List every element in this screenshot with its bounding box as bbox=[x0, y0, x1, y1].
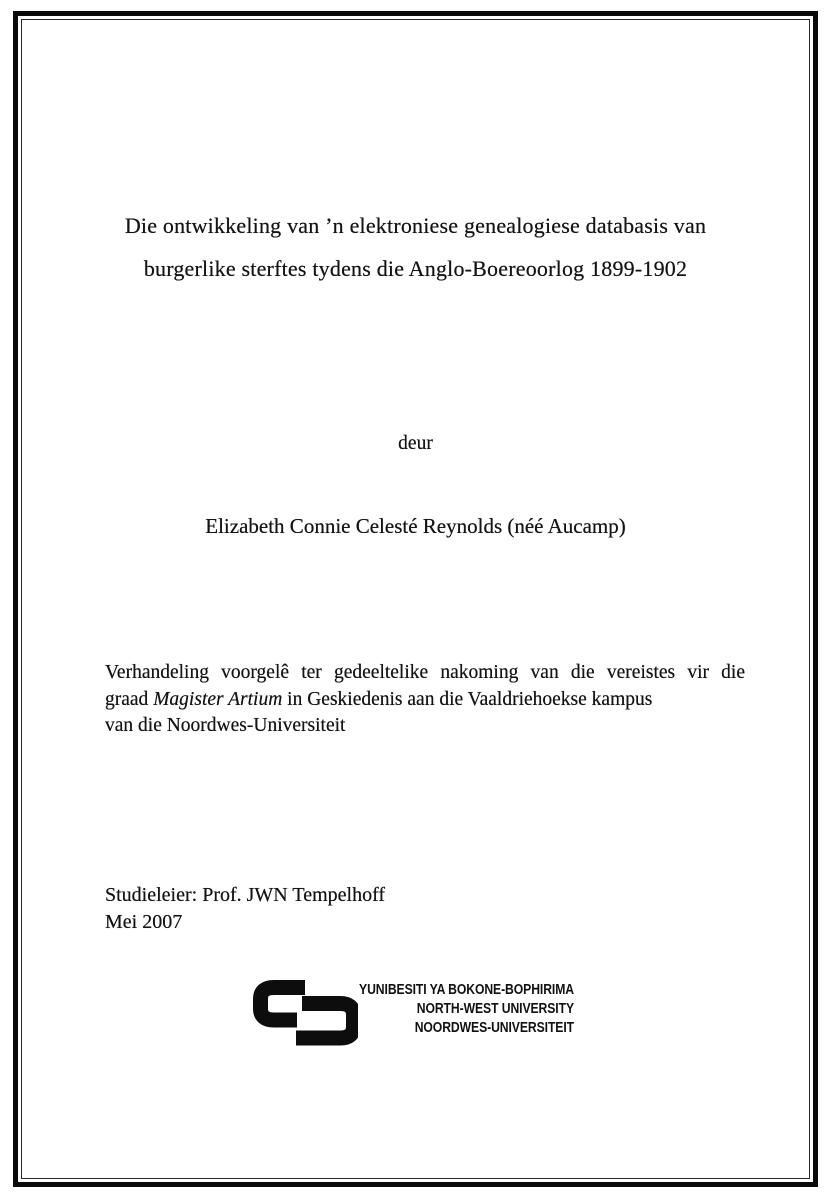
submission-line-3: van die Noordwes-Universiteit bbox=[105, 715, 346, 736]
degree-name-italic: Magister Artium bbox=[153, 688, 283, 710]
author-name: Elizabeth Connie Celesté Reynolds (néé Aucamp) bbox=[205, 514, 626, 538]
submission-line-2-suffix: in Geskiedenis aan die Vaaldriehoekse kampus bbox=[282, 688, 653, 710]
university-name-english: NORTH-WEST UNIVERSITY bbox=[416, 1001, 574, 1017]
thesis-title bbox=[48, 204, 783, 290]
university-logo-text bbox=[337, 981, 574, 1038]
thesis-title-line-2: burgerlike sterftes tydens die Anglo-Boereoorlog 1899-1902 bbox=[143, 256, 688, 281]
university-name-setswana: YUNIBESITI YA BOKONE-BOPHIRIMA bbox=[359, 982, 574, 998]
submission-line-2-prefix: graad bbox=[105, 688, 154, 710]
supervisor-line: Studieleier: Prof. JWN Tempelhoff bbox=[105, 884, 386, 906]
university-name-afrikaans: NOORDWES-UNIVERSITEIT bbox=[414, 1020, 574, 1036]
submission-line-2 bbox=[105, 687, 745, 714]
submission-statement bbox=[105, 660, 745, 740]
submission-line-1: Verhandeling voorgelê ter gedeeltelike nakoming van die vereistes vir die bbox=[105, 662, 745, 683]
thesis-title-line-1: Die ontwikkeling van ’n elektroniese genealogiese databasis van bbox=[124, 213, 707, 238]
university-logo bbox=[252, 975, 582, 1055]
byline: deur bbox=[398, 433, 433, 454]
date-line: Mei 2007 bbox=[105, 911, 183, 933]
supervisor-block bbox=[105, 882, 385, 936]
